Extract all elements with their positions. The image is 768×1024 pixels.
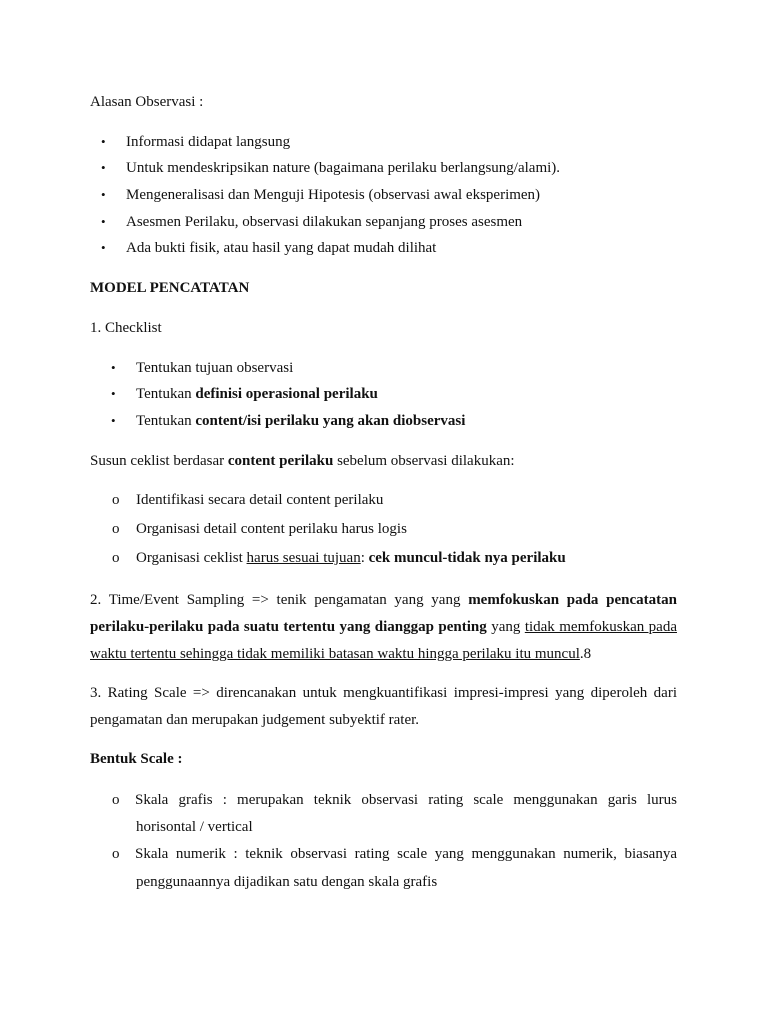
bullet-icon: • xyxy=(101,134,106,149)
bullet-icon: • xyxy=(101,187,106,202)
list-item: Asesmen Perilaku, observasi dilakukan sepanjang proses asesmen xyxy=(126,214,523,230)
circle-bullet-icon: o xyxy=(112,521,120,537)
list-item: Mengeneralisasi dan Menguji Hipotesis (observasi awal eksperimen) xyxy=(126,187,541,203)
list-item: Organisasi detail content perilaku harus logis xyxy=(136,521,407,537)
circle-bullet-icon: o xyxy=(112,846,120,862)
intro-heading: Alasan Observasi : xyxy=(90,94,204,110)
bullet-icon: • xyxy=(111,413,116,428)
list-item-continuation: penggunaannya dijadikan satu dengan skala grafis xyxy=(136,874,438,890)
bullet-icon: • xyxy=(111,360,116,375)
list-item: Tentukan content/isi perilaku yang akan diobservasi xyxy=(136,413,466,429)
checklist-intro: Susun ceklist berdasar content perilaku sebelum observasi dilakukan: xyxy=(90,453,515,469)
checklist-title: 1. Checklist xyxy=(90,320,162,336)
list-item: Tentukan tujuan observasi xyxy=(136,360,294,376)
bullet-icon: • xyxy=(101,214,106,229)
list-item: Identifikasi secara detail content perilaku xyxy=(136,492,384,508)
paragraph-line: 3. Rating Scale => direncanakan untuk mengkuantifikasi impresi-impresi yang diperoleh dari xyxy=(90,685,677,701)
bullet-icon: • xyxy=(101,240,106,255)
section-title: MODEL PENCATATAN xyxy=(90,280,250,296)
list-item: Tentukan definisi operasional perilaku xyxy=(136,386,378,402)
bullet-icon: • xyxy=(101,160,106,175)
list-item: Ada bukti fisik, atau hasil yang dapat mudah dilihat xyxy=(126,240,437,256)
scale-heading: Bentuk Scale : xyxy=(90,751,183,767)
circle-bullet-icon: o xyxy=(112,792,120,808)
paragraph-line: waktu tertentu sehingga tidak memiliki batasan waktu hingga perilaku itu muncul.8 xyxy=(90,646,592,662)
list-item: Skala numerik : teknik observasi rating scale yang menggunakan numerik, biasanya xyxy=(135,846,677,862)
circle-bullet-icon: o xyxy=(112,550,120,566)
list-item: Untuk mendeskripsikan nature (bagaimana perilaku berlangsung/alami). xyxy=(126,160,561,176)
list-item: Informasi didapat langsung xyxy=(126,134,291,150)
list-item: Organisasi ceklist harus sesuai tujuan: cek muncul-tidak nya perilaku xyxy=(136,550,566,566)
paragraph-line: perilaku-perilaku pada suatu tertentu yang dianggap penting yang tidak memfokuskan pada xyxy=(90,619,677,635)
bullet-icon: • xyxy=(111,386,116,401)
list-item: Skala grafis : merupakan teknik observasi rating scale menggunakan garis lurus xyxy=(135,792,677,808)
paragraph-line: 2. Time/Event Sampling => tenik pengamatan yang yang memfokuskan pada pencatatan xyxy=(90,592,677,608)
list-item-continuation: horisontal / vertical xyxy=(136,819,253,835)
paragraph-line: pengamatan dan merupakan judgement subyektif rater. xyxy=(90,712,420,728)
circle-bullet-icon: o xyxy=(112,492,120,508)
